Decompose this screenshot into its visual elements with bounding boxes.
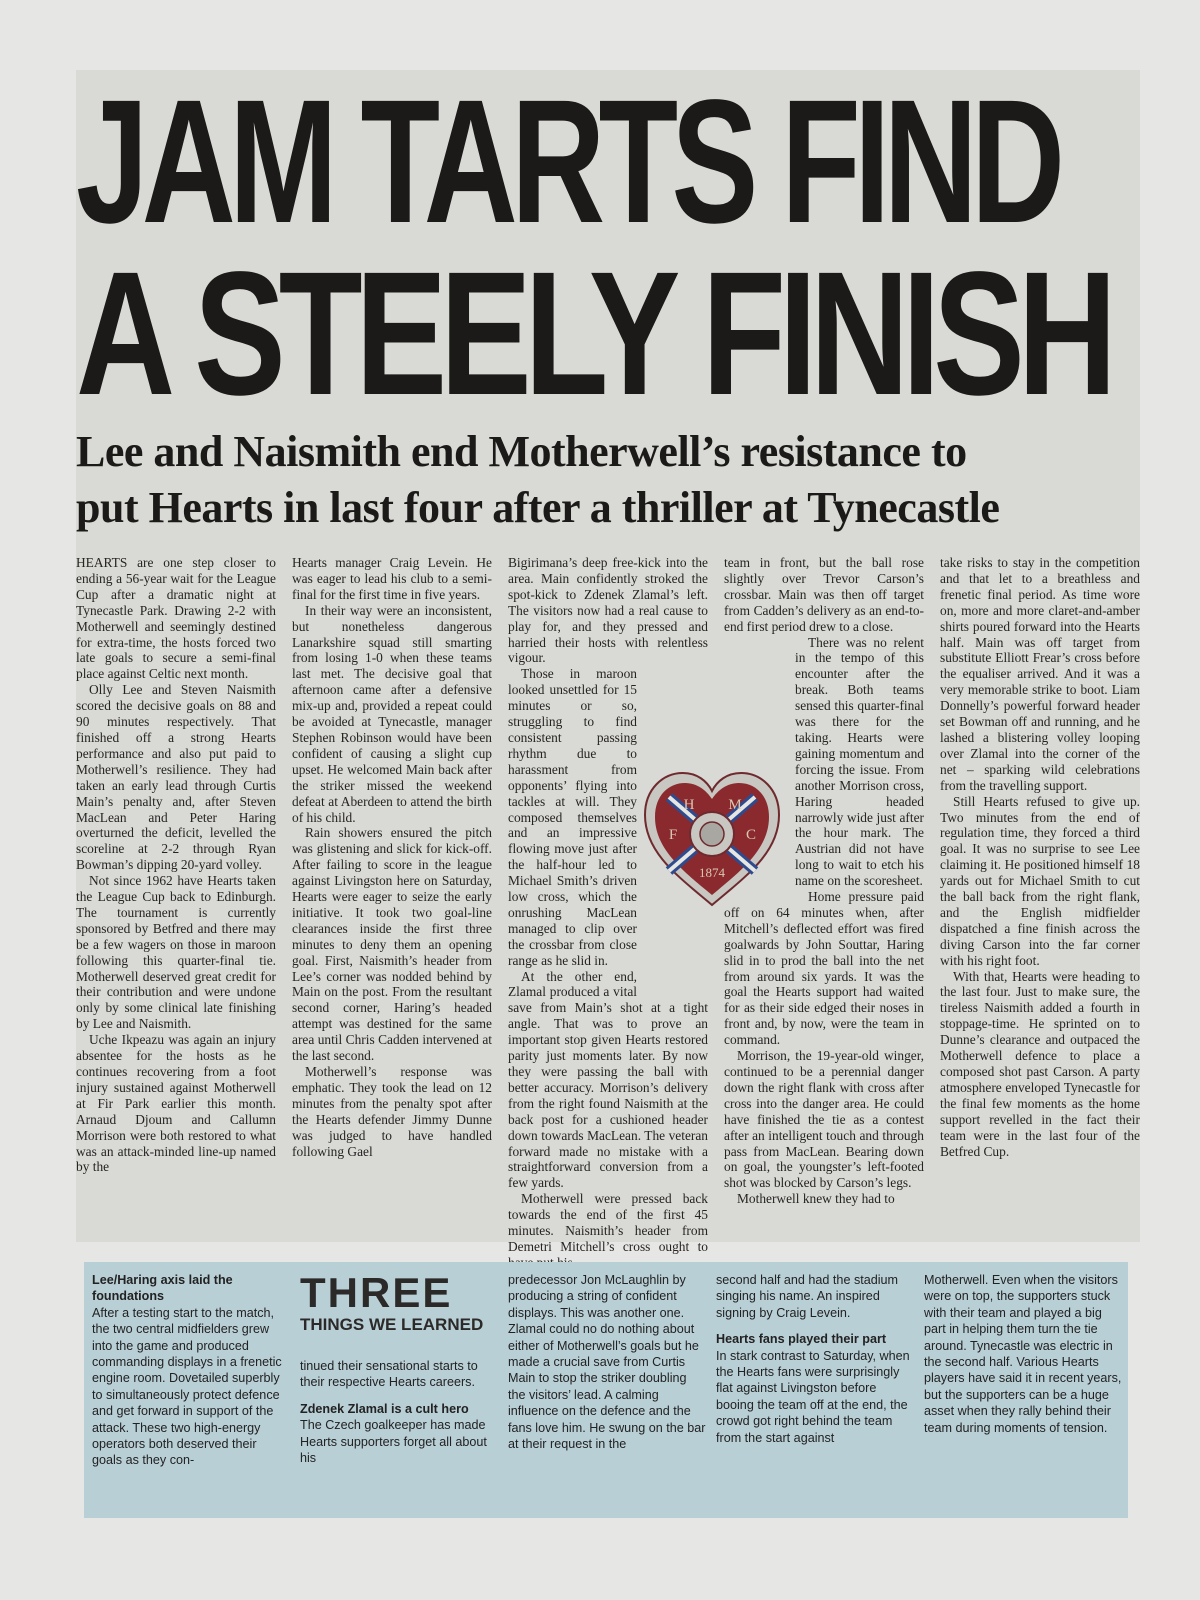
three-subtitle: THINGS WE LEARNED [300, 1315, 484, 1334]
three-things-column-4 [716, 1272, 914, 1514]
subheadline-line-1: Lee and Naismith end Motherwell’s resistance to [76, 427, 967, 476]
paragraph: There was no relent in the tempo of this encounter after the break. Both teams sensed this quarter-final was there for the taking. Hearts were gaining momentum and forcing the issue. From another Morrison cross, Haring headed narrowly wide just after the hour mark. The Austrian did not have long to wait to etch his name on the scoresheet. [795, 634, 924, 889]
section-text: After a testing start to the match, the two central midfielders grew into the game and produced commanding displays in a frenetic engine room. Dovetailed superbly to simultaneously protect defence and get forward in support of the attack. These two high-energy operators both deserved their goals as they con- [92, 1305, 282, 1468]
headline-line-1: JAM TARTS FIND [76, 64, 1059, 260]
paragraph: team in front, but the ball rose slightly over Trevor Carson’s crossbar. Main was then off target from Cadden’s delivery as an end-to-end first period drew to a close. [724, 555, 924, 634]
three-things-columns [92, 1269, 1122, 1514]
section-text: second half and had the stadium singing his name. An inspired signing by Craig Levein. [716, 1273, 899, 1320]
paragraph: Motherwell’s response was emphatic. They took the lead on 12 minutes from the penalty spot after the Hearts defender Jimmy Dunne was judged to have handled following Gael [292, 1064, 492, 1159]
section-heading: Zdenek Zlamal is a cult hero [300, 1401, 469, 1416]
paragraph: Motherwell knew they had to [737, 1191, 895, 1207]
article-body [76, 555, 1140, 1254]
article-column-2 [292, 555, 492, 1245]
paragraph: Morrison, the 19-year-old winger, continued to be a perennial danger down the right flank with cross after cross into the danger area. He could have finished the tie as a contest after an intelligent touch and through pass from MacLean. Bearing down on goal, the youngster’s left-footed shot was blocked by Carson’s legs. [724, 1048, 924, 1191]
hearts-crest-icon [639, 767, 785, 913]
article-column-5 [940, 555, 1140, 1245]
three-things-column-3 [508, 1272, 706, 1514]
paragraph: Bigirimana’s deep free-kick into the area. Main confidently stroked the spot-kick to Zdenek Zlamal’s left. The visitors now had a real cause to play for, and they pressed and harried their hosts with relentless vigour. [508, 555, 708, 666]
paragraph: Hearts manager Craig Levein. He was eager to lead his club to a semi-final for the first time in five years. [292, 555, 492, 602]
paragraph: Olly Lee and Steven Naismith scored the decisive goals on 88 and 90 minutes respectively. That finished off a strong Hearts performance and also put paid to Motherwell’s resilience. They had taken an early lead through Curtis Main’s penalty and, after Steven MacLean and Peter Haring overturned the deficit, levelled the scoreline at 2-2 through Ryan Bowman’s dipping 20-yard volley. [76, 682, 276, 873]
article-clipping [76, 64, 1140, 1254]
subheadline [76, 424, 1140, 536]
paragraph: Motherwell were pressed back towards the end of the first 45 minutes. Naismith’s header from Demetri Mitchell’s cross ought to [508, 1191, 708, 1254]
paragraph: HEARTS are one step closer to ending a 56-year wait for the League Cup after a dramatic night at Tynecastle Park. Drawing 2-2 with Motherwell and seemingly destined for extra-time, the hosts forced two late goals to secure a semi-final place against Celtic next month. [76, 555, 276, 682]
three-things-column-2 [300, 1269, 498, 1514]
paragraph: Uche Ikpeazu was again an injury absentee for the hosts as he continues recovering from a foot injury sustained against Motherwell at Fir Park earlier this month. Arnaud Djoum and Callumn Morrison were both restored to what was an attack-minded line-up named by the [76, 1032, 276, 1175]
paragraph: Those in maroon looked unsettled for 15 minutes or so, struggling to find consistent passing rhythm due to harassment from opponents’ flying into tackles at will. They composed themselves and an impressive flowing move just after the half-hour led to Michael Smith’s driven low cross, which the onrushing MacLean managed to clip over the crossbar from close range as he slid in. [508, 666, 637, 968]
crest-letter-f: F [668, 827, 678, 843]
three-things-column-5 [924, 1272, 1122, 1514]
section-text: Motherwell. Even when the visitors were on top, the supporters stuck with their team and played a big part in helping them turn the tie around. Tynecastle was electric in the second half. Various Hearts players have said it in recent years, but the supporters can be a huge asset when they rally behind their team during moments of tension. [924, 1273, 1122, 1435]
subheadline-line-2: put Hearts in last four after a thriller at Tynecastle [76, 483, 1000, 532]
three-title: THREE [300, 1269, 453, 1316]
section-heading: Hearts fans played their part [716, 1332, 887, 1347]
paragraph: Still Hearts refused to give up. Two minutes from the end of regulation time, they forced a third goal. It was no surprise to see Lee claiming it. He positioned himself 18 yards out for Michael Smith to cut the ball back from the right flank, and the English midfielder dispatched a fine finish across the diving Carson into the far corner with his right foot. [940, 793, 1140, 968]
section-text: tinued their sensational starts to their respective Hearts careers. [300, 1359, 478, 1390]
paragraph: With that, Hearts were heading to the last four. Just to make sure, the tireless Naismith added a fourth in stoppage-time. He sprinted on to Dunne’s clearance and outpaced the Motherwell defence to place a composed shot past Carson. A party atmosphere enveloped Tynecastle for the final few moments as the home support revelled in the fact their team were in the last four of the Betfred Cup. [940, 968, 1140, 1159]
section-text: predecessor Jon McLaughlin by producing a string of confident displays. This was another one. Zlamal could no do nothing about either of Motherwell’s goals but he made a crucial save from Curtis Main to stop the striker doubling the visitors’ lead. A calming influence on the defence and the fans love him. He swung on the bar at their request in the [508, 1273, 706, 1452]
paragraph: take risks to stay in the competition and that let to a breathless and frenetic final period. As time wore on, more and more claret-and-amber shirts poured forward into the Hearts half. Main was off target from substitute Elliott Frear’s cross before the equaliser arrived. And it was a very memorable strike to boot. Liam Donnelly’s powerful forward header set Bowman off and running, and he lashed a blistering volley looping over Zlamal into the corner of the net – sparking wild celebrations from the travelling support. [940, 555, 1140, 793]
three-things-box [84, 1262, 1128, 1518]
paragraph: Rain showers ensured the pitch was glistening and slick for kick-off. After failing to score in the league against Livingston here on Saturday, Hearts were eager to seize the early initiative. It took two goal-line clearances inside the first three minutes to deny them an opening goal. First, Naismith’s header from Lee’s corner was nodded behind by Main on the post. From the resultant second corner, Haring’s headed attempt was destined for the same area until Chris Cadden intervened at the last second. [292, 825, 492, 1064]
article-column-1 [76, 555, 276, 1245]
paragraph: At the other end, Zlamal produced a vital save from Main’s shot at a tight angle. That was to prove an important stop given Hearts restored parity just moments later. By now they were passing the ball with better accuracy. Morrison’s delivery from the right found Naismith at the back post for a cushioned header down towards MacLean. The veteran forward made no mistake with a straightforward conversion from a few yards. [508, 968, 708, 1191]
headline-line-2: A STEELY FINISH [76, 236, 1110, 432]
crest-letter-h: H [683, 797, 695, 813]
section-text: In stark contrast to Saturday, when the Hearts fans were surprisingly flat against Livingston before booing the team off at the end, the crowd got right behind the team from the start against [716, 1348, 910, 1445]
section-text: The Czech goalkeeper has made Hearts supporters forget all about his [300, 1418, 487, 1466]
three-things-column-1 [92, 1272, 290, 1514]
paragraph: In their way were an inconsistent, but nonetheless dangerous Lanarkshire squad still smarting from losing 1-0 when these teams last met. The decisive goal that afternoon came after a defensive mix-up and, provided a repeat could be avoided at Tynecastle, manager Stephen Robinson would have been confident of causing a slight cup upset. He welcomed Main back after the striker missed the weekend defeat at Aberdeen to attend the birth of his child. [292, 602, 492, 825]
crest-letter-c: C [745, 827, 757, 843]
crest-year: 1874 [699, 865, 725, 880]
crest-letter-m: M [728, 797, 742, 813]
paragraph: Not since 1962 have Hearts taken the League Cup back to Edinburgh. The tournament is currently sponsored by Betfred and there may be a few wagers on those in maroon following this quarter-final tie. Motherwell deserved great credit for their contribution and were undone only by some clinical late finishing by Lee and Naismith. [76, 873, 276, 1032]
section-heading: Lee/Haring axis laid the foundations [92, 1273, 233, 1304]
paragraph: Home pressure paid off on 64 minutes when, after Mitchell’s deflected effort was fired goalwards by John Souttar, Haring slid in to prod the ball into the net from around six yards. It was the goal the Hearts support had waited for as their side edged their noses in front and, by now, were the team in command. [724, 889, 924, 1048]
